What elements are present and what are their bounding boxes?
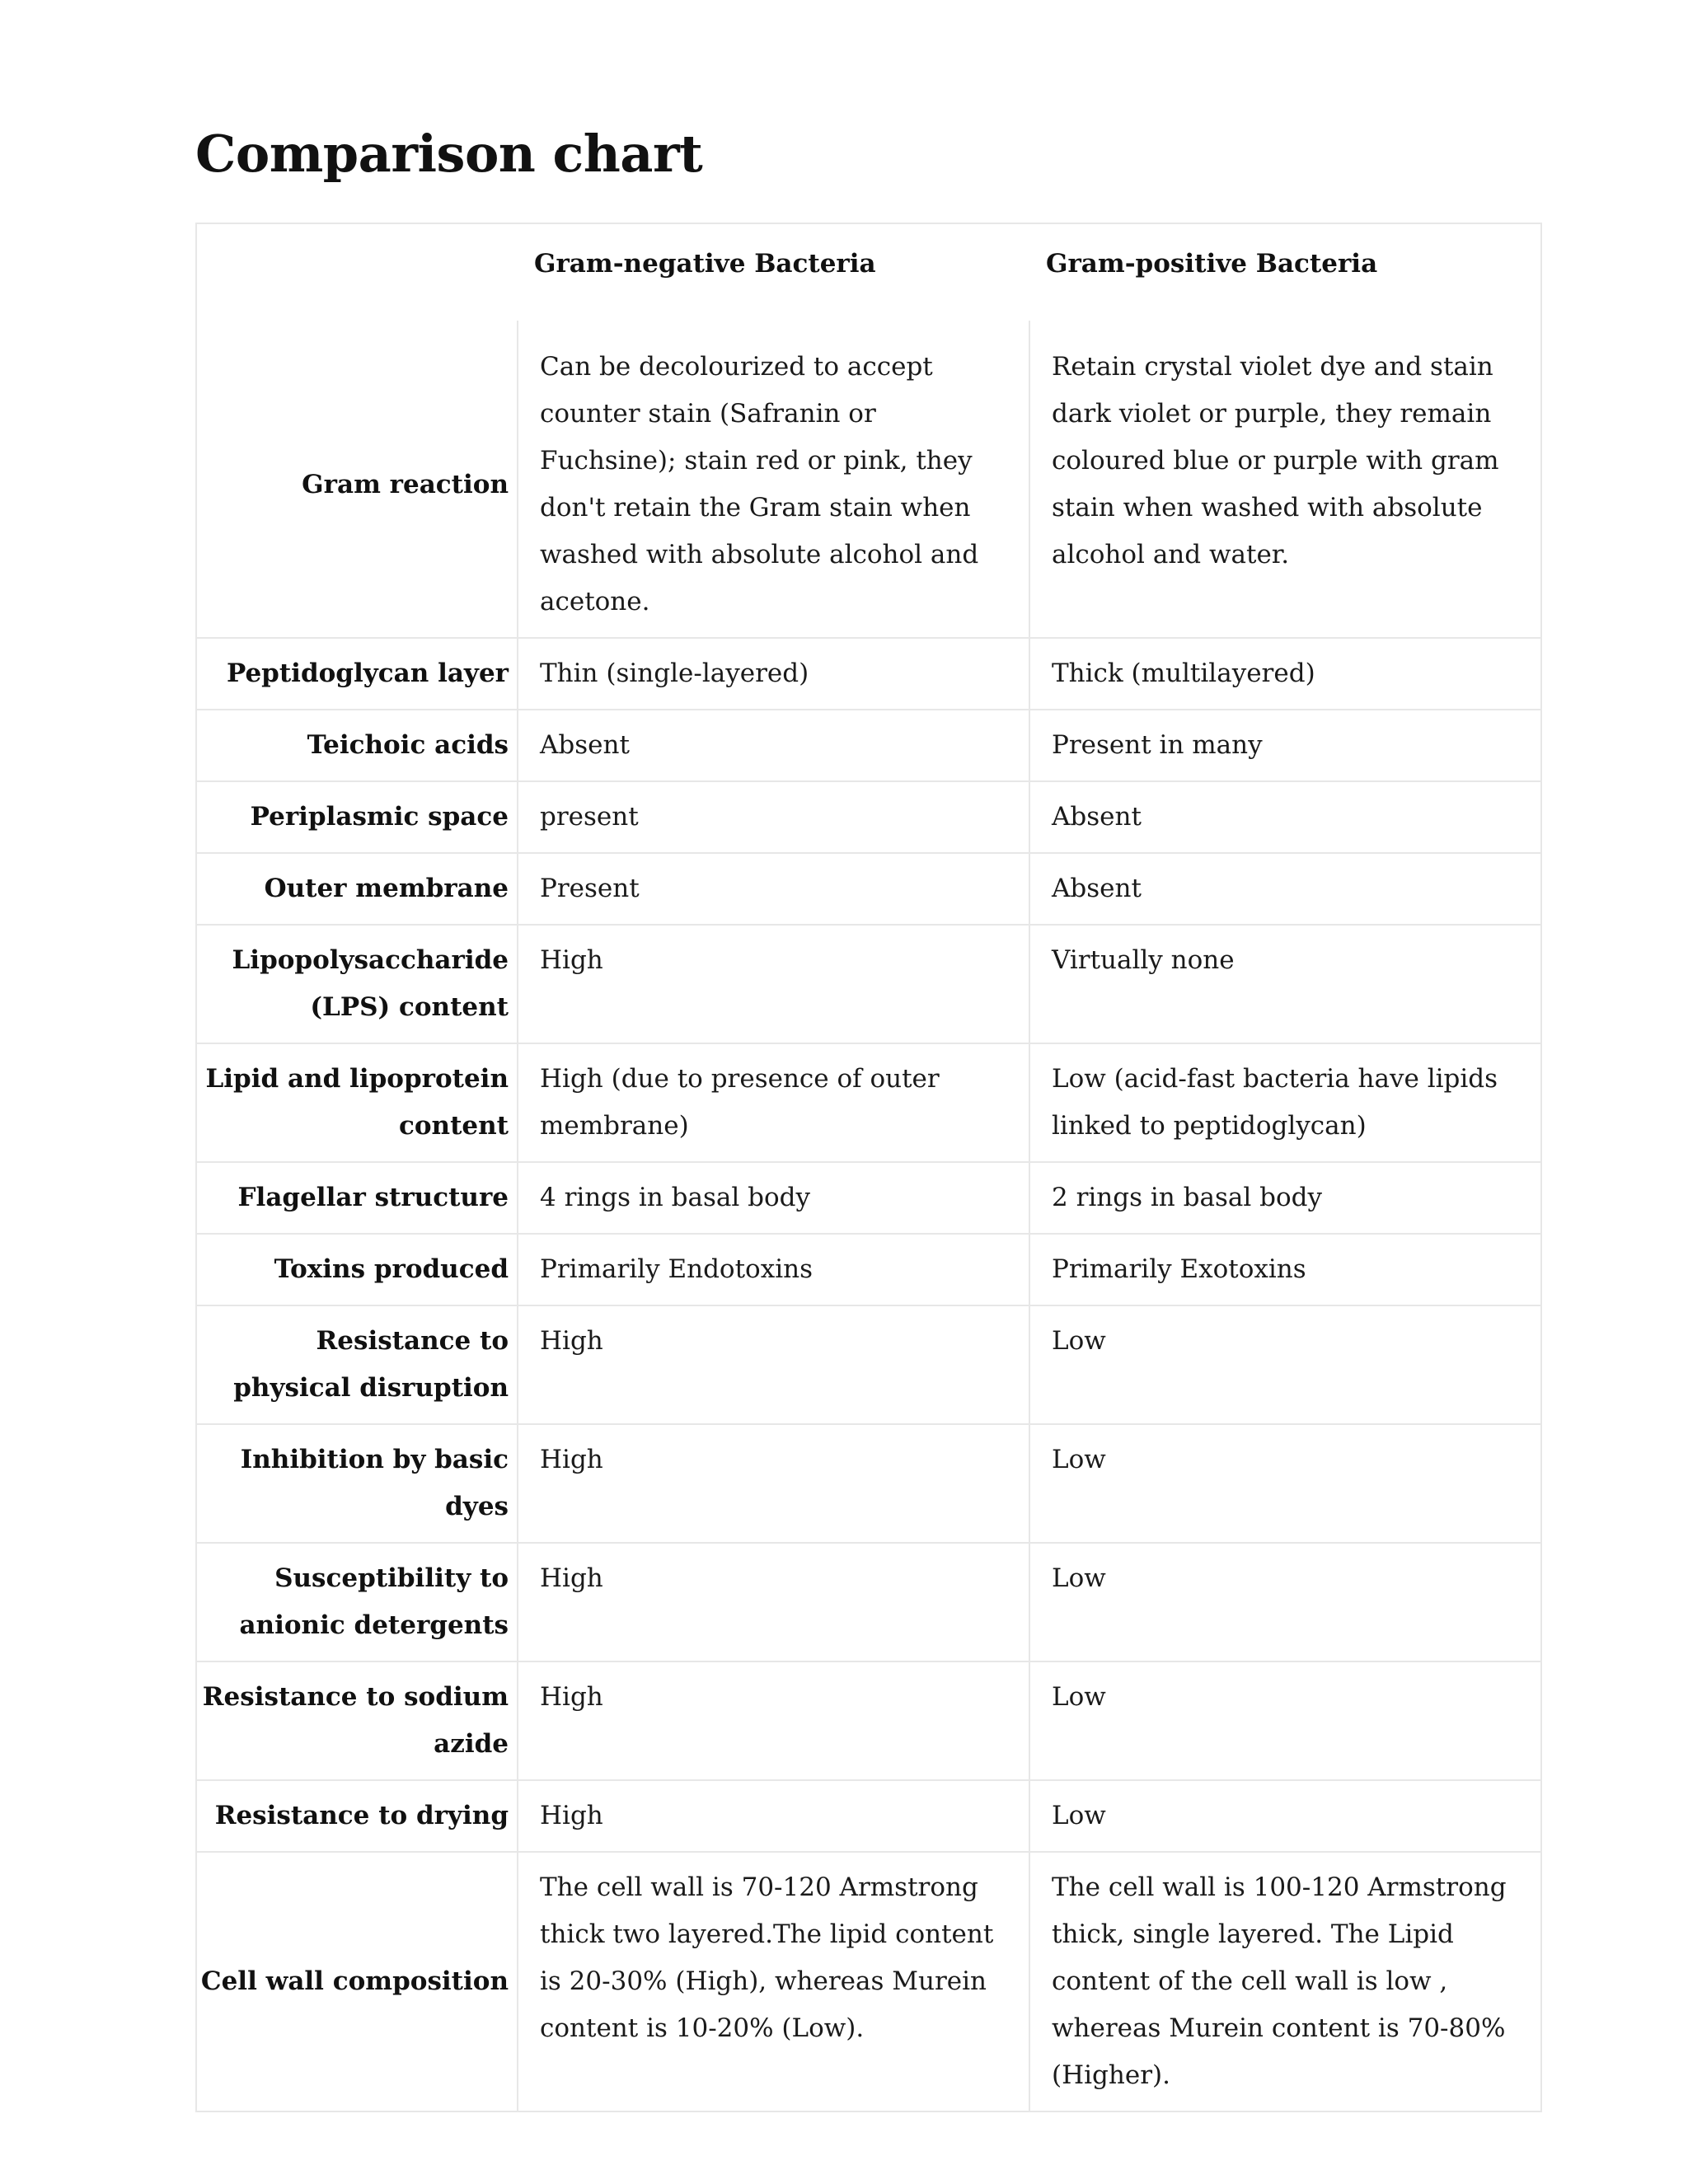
gram-positive-value: 2 rings in basal body bbox=[1029, 1162, 1541, 1234]
gram-negative-value: present bbox=[518, 781, 1029, 853]
table-row bbox=[196, 710, 1541, 781]
row-label: Teichoic acids bbox=[196, 710, 518, 781]
gram-negative-value: Primarily Endotoxins bbox=[518, 1234, 1029, 1305]
gram-positive-value: Virtually none bbox=[1029, 925, 1541, 1043]
table-row bbox=[196, 1661, 1541, 1780]
table-row bbox=[196, 1305, 1541, 1424]
table-row bbox=[196, 1543, 1541, 1661]
gram-negative-value: Absent bbox=[518, 710, 1029, 781]
gram-positive-value: Low (acid-fast bacteria have lipids linked to peptidoglycan) bbox=[1029, 1043, 1541, 1162]
gram-positive-value: Thick (multilayered) bbox=[1029, 638, 1541, 710]
table-row bbox=[196, 853, 1541, 925]
table-row bbox=[196, 1234, 1541, 1305]
table-row bbox=[196, 925, 1541, 1043]
row-label: Inhibition by basic dyes bbox=[196, 1424, 518, 1543]
comparison-table bbox=[195, 223, 1542, 2112]
row-label: Susceptibility to anionic detergents bbox=[196, 1543, 518, 1661]
gram-positive-value: Primarily Exotoxins bbox=[1029, 1234, 1541, 1305]
table-row bbox=[196, 781, 1541, 853]
row-label: Lipid and lipoprotein content bbox=[196, 1043, 518, 1162]
gram-negative-value: High bbox=[518, 925, 1029, 1043]
table-row bbox=[196, 638, 1541, 710]
table-header-row bbox=[196, 223, 1541, 321]
gram-negative-value: High bbox=[518, 1780, 1029, 1852]
gram-negative-value: High (due to presence of outer membrane) bbox=[518, 1043, 1029, 1162]
gram-positive-value: Absent bbox=[1029, 853, 1541, 925]
gram-negative-value: High bbox=[518, 1424, 1029, 1543]
row-label: Resistance to physical disruption bbox=[196, 1305, 518, 1424]
header-gram-positive: Gram-positive Bacteria bbox=[1029, 223, 1541, 321]
gram-positive-value: Low bbox=[1029, 1543, 1541, 1661]
gram-negative-value: High bbox=[518, 1305, 1029, 1424]
table-row bbox=[196, 1852, 1541, 2111]
header-gram-negative: Gram-negative Bacteria bbox=[518, 223, 1029, 321]
table-row bbox=[196, 1780, 1541, 1852]
gram-negative-value: Can be decolourized to accept counter stain (Safranin or Fuchsine); stain red or pink, they don't retain the Gram stain when washed with absolute alcohol and acetone. bbox=[518, 321, 1029, 638]
page-title: Comparison chart bbox=[195, 124, 703, 184]
header-blank-cell bbox=[196, 223, 518, 321]
row-label: Periplasmic space bbox=[196, 781, 518, 853]
table-row bbox=[196, 1162, 1541, 1234]
gram-positive-value: Low bbox=[1029, 1305, 1541, 1424]
gram-positive-value: Low bbox=[1029, 1424, 1541, 1543]
row-label: Flagellar structure bbox=[196, 1162, 518, 1234]
comparison-table-wrapper bbox=[195, 223, 1540, 2112]
row-label: Lipopolysaccharide (LPS) content bbox=[196, 925, 518, 1043]
gram-positive-value: Low bbox=[1029, 1661, 1541, 1780]
gram-positive-value: Absent bbox=[1029, 781, 1541, 853]
table-row bbox=[196, 1043, 1541, 1162]
row-label: Outer membrane bbox=[196, 853, 518, 925]
row-label: Toxins produced bbox=[196, 1234, 518, 1305]
row-label: Gram reaction bbox=[196, 321, 518, 638]
gram-negative-value: Present bbox=[518, 853, 1029, 925]
row-label: Resistance to sodium azide bbox=[196, 1661, 518, 1780]
row-label: Resistance to drying bbox=[196, 1780, 518, 1852]
table-row bbox=[196, 1424, 1541, 1543]
row-label: Cell wall composition bbox=[196, 1852, 518, 2111]
gram-negative-value: 4 rings in basal body bbox=[518, 1162, 1029, 1234]
table-row bbox=[196, 321, 1541, 638]
gram-positive-value: Low bbox=[1029, 1780, 1541, 1852]
gram-negative-value: High bbox=[518, 1661, 1029, 1780]
gram-negative-value: Thin (single-layered) bbox=[518, 638, 1029, 710]
row-label: Peptidoglycan layer bbox=[196, 638, 518, 710]
gram-negative-value: The cell wall is 70-120 Armstrong thick two layered.The lipid content is 20-30% (High), whereas Murein content is 10-20% (Low). bbox=[518, 1852, 1029, 2111]
gram-positive-value: The cell wall is 100-120 Armstrong thick, single layered. The Lipid content of the cell wall is low , whereas Murein content is 70-80% (Higher). bbox=[1029, 1852, 1541, 2111]
gram-negative-value: High bbox=[518, 1543, 1029, 1661]
gram-positive-value: Retain crystal violet dye and stain dark violet or purple, they remain coloured blue or purple with gram stain when washed with absolute alcohol and water. bbox=[1029, 321, 1541, 638]
gram-positive-value: Present in many bbox=[1029, 710, 1541, 781]
